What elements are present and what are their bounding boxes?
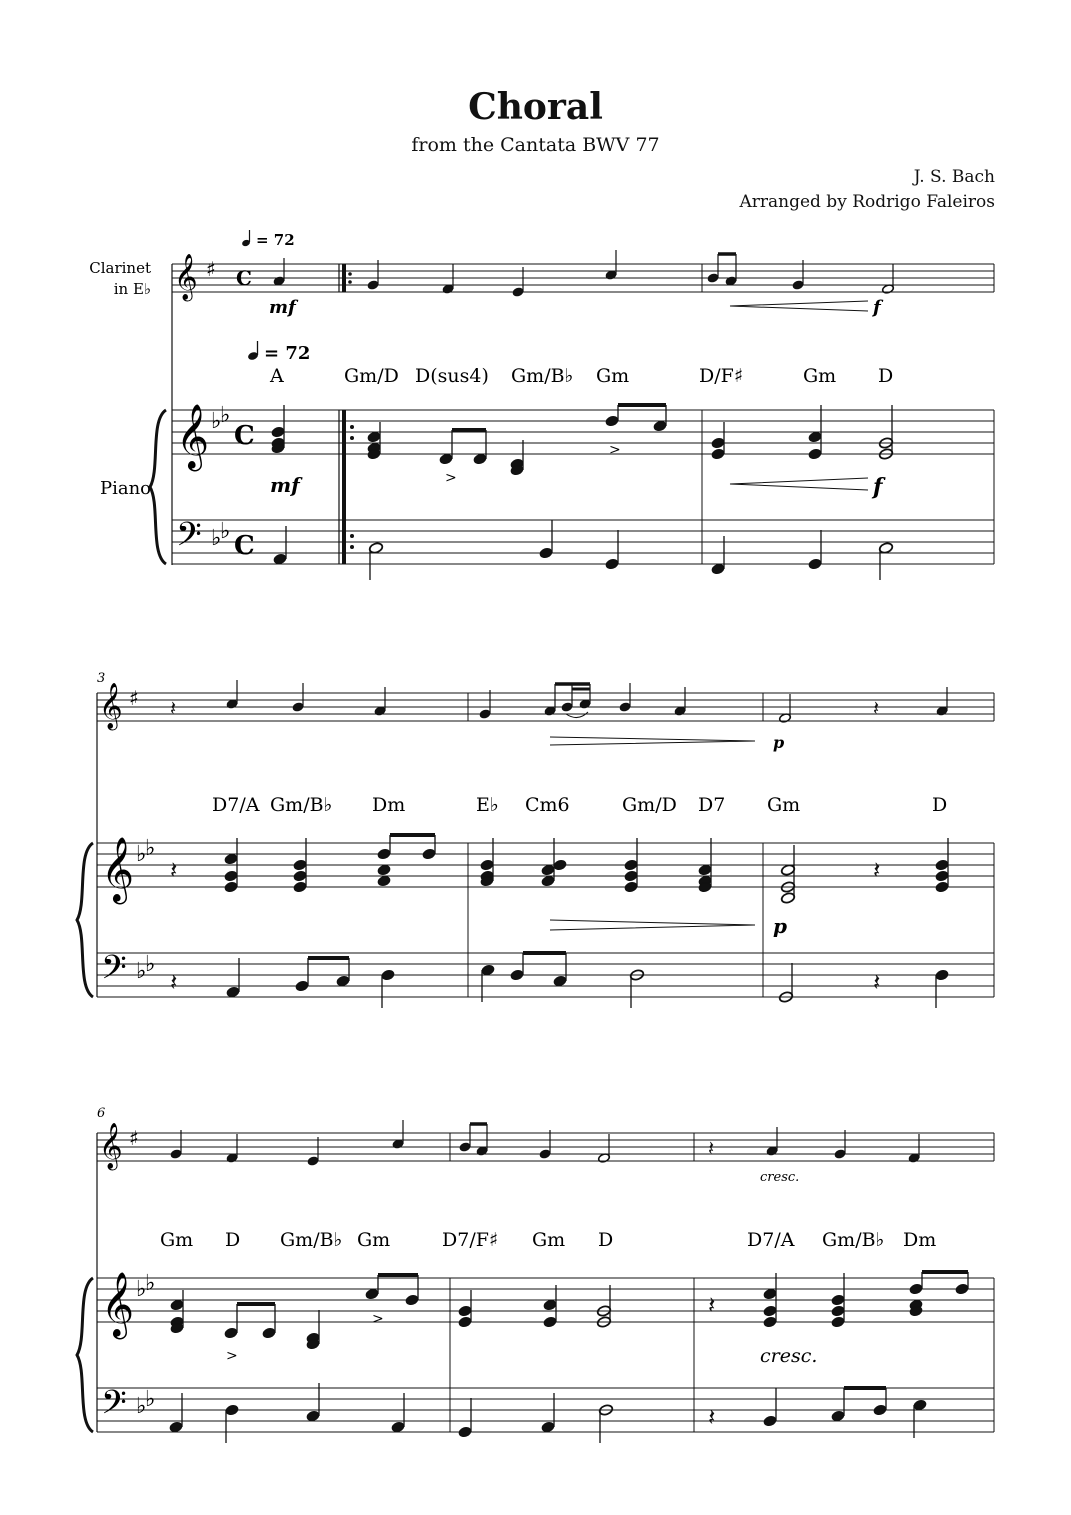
diminuendo-hairpin (550, 920, 755, 930)
flat-key-icon: ♭ (220, 403, 231, 428)
system-2 (77, 671, 994, 1008)
tempo-marking-piano (247, 341, 310, 364)
staff-piano-bass (172, 520, 994, 564)
chord-symbol: Gm (357, 1229, 391, 1251)
sharp-key-icon: ♯ (129, 1126, 139, 1150)
chord-symbol: D (225, 1229, 241, 1251)
arranger: Arranged by Rodrigo Faleiros (739, 192, 995, 212)
repeat-barline (339, 410, 354, 564)
diminuendo-hairpin (550, 737, 755, 745)
chord-symbol: D (878, 365, 894, 387)
treble-clef-icon: 𝄞 (174, 254, 198, 300)
flat-key-icon: ♭ (136, 1277, 147, 1302)
dynamic-p: p (773, 733, 785, 752)
chord-symbol: Gm/D (344, 365, 399, 387)
chord-symbol: Gm/B♭ (280, 1229, 343, 1251)
dynamic-f: f (873, 297, 881, 318)
chord-symbol: D7/A (747, 1229, 795, 1251)
clarinet-notes-system-3 (170, 1120, 920, 1166)
rest-icon: 𝄽 (170, 696, 177, 720)
instrument-label-clarinet: Clarinet (89, 259, 151, 277)
chord-symbol: D7 (698, 794, 726, 816)
chord-symbol: Gm (767, 794, 801, 816)
sharp-key-icon: ♯ (129, 686, 139, 710)
rest-icon: 𝄽 (873, 968, 881, 996)
piano-lh-notes-system-3 (169, 1383, 927, 1443)
accent-icon: > (372, 1311, 384, 1327)
flat-key-icon: ♭ (136, 1394, 147, 1419)
chord-symbol: D7/A (212, 794, 260, 816)
chord-symbol: Gm (596, 365, 630, 387)
dynamic-mf: mf (269, 297, 296, 318)
rest-icon: 𝄽 (170, 856, 178, 884)
chord-symbol: D7/F♯ (442, 1229, 499, 1251)
measure-number: 3 (97, 671, 106, 686)
bass-clef-icon: 𝄢 (101, 949, 127, 995)
instrument-label-piano: Piano (99, 478, 151, 499)
staff-clarinet (172, 264, 994, 292)
chord-symbol: Gm/B♭ (511, 365, 574, 387)
flat-key-icon: ♭ (211, 526, 222, 551)
piano-rh-notes-system-2 (170, 835, 949, 904)
tempo-marking-clarinet (241, 230, 294, 249)
chord-symbol: Gm (160, 1229, 194, 1251)
flat-key-icon: ♭ (145, 952, 156, 977)
accent-icon: > (445, 470, 457, 486)
piano-lh-notes-system-1 (273, 520, 894, 580)
treble-clef-icon: 𝄞 (176, 404, 210, 469)
rest-icon: 𝄽 (170, 968, 178, 996)
accent-icon: > (609, 442, 621, 458)
rest-icon: 𝄽 (873, 856, 881, 884)
rest-icon: 𝄽 (708, 1403, 716, 1431)
chord-symbol: Cm6 (525, 794, 570, 816)
chord-symbols-system-3 (160, 1229, 936, 1251)
expression-cresc: cresc. (760, 1345, 818, 1367)
chord-symbol: D (598, 1229, 614, 1251)
dynamic-f: f (873, 474, 883, 500)
chord-symbol: D/F♯ (699, 365, 744, 387)
sharp-key-icon: ♯ (206, 257, 216, 281)
composer: J. S. Bach (913, 167, 995, 187)
system-3 (77, 1106, 994, 1443)
piece-title: Choral (468, 86, 603, 128)
rest-icon: 𝄽 (873, 696, 880, 720)
treble-clef-icon: 𝄞 (99, 683, 123, 729)
chord-symbol: Gm/B♭ (822, 1229, 885, 1251)
clarinet-notes-system-1 (273, 250, 894, 297)
flat-key-icon: ♭ (136, 959, 147, 984)
tempo-text: = 72 (264, 343, 311, 364)
bass-clef-icon: 𝄢 (176, 516, 202, 562)
flat-key-icon: ♭ (145, 1271, 156, 1296)
piano-rh-notes-system-1 (271, 405, 894, 476)
flat-key-icon: ♭ (145, 1387, 156, 1412)
tempo-text: = 72 (256, 231, 295, 249)
piano-lh-notes-system-2 (170, 953, 949, 1008)
piece-subtitle: from the Cantata BWV 77 (411, 134, 660, 156)
treble-clef-icon: 𝄞 (101, 1272, 135, 1337)
system-1 (150, 250, 994, 580)
chord-symbol: Gm/B♭ (270, 794, 333, 816)
dynamic-p: p (773, 914, 787, 938)
staff-piano-treble (97, 1278, 994, 1322)
time-signature: C (236, 266, 252, 290)
time-signature: C (234, 421, 255, 451)
chord-symbol: D(sus4) (415, 365, 489, 387)
treble-clef-icon: 𝄞 (101, 837, 135, 902)
grand-staff-brace (77, 843, 93, 997)
instrument-label-clarinet-key: in E♭ (113, 280, 151, 298)
chord-symbol: A (270, 365, 284, 387)
chord-symbols-system-1 (269, 365, 893, 387)
chord-symbol: Dm (372, 794, 406, 816)
flat-key-icon: ♭ (136, 842, 147, 867)
chord-symbol: Gm/D (622, 794, 677, 816)
chord-symbols-system-2 (212, 794, 947, 816)
flat-key-icon: ♭ (211, 409, 222, 434)
flat-key-icon: ♭ (220, 519, 231, 544)
treble-clef-icon: 𝄞 (99, 1123, 123, 1169)
accent-icon: > (226, 1348, 238, 1364)
measure-number: 6 (97, 1106, 106, 1121)
chord-symbol: Gm (803, 365, 837, 387)
rest-icon: 𝄽 (708, 1291, 716, 1319)
chord-symbol: D (932, 794, 948, 816)
bass-clef-icon: 𝄢 (101, 1384, 127, 1430)
chord-symbol: Dm (903, 1229, 937, 1251)
grand-staff-brace (150, 410, 166, 564)
crescendo-hairpin (730, 301, 868, 311)
chord-symbol: E♭ (476, 794, 499, 816)
dynamic-mf: mf (270, 473, 300, 497)
flat-key-icon: ♭ (145, 836, 156, 861)
chord-symbol: Gm (532, 1229, 566, 1251)
crescendo-hairpin (730, 478, 868, 490)
grand-staff-brace (77, 1278, 93, 1432)
time-signature: C (234, 531, 255, 561)
staff-piano-treble (172, 410, 994, 454)
rest-icon: 𝄽 (708, 1136, 715, 1160)
clarinet-notes-system-2 (170, 680, 948, 723)
expression-cresc: cresc. (760, 1170, 800, 1185)
